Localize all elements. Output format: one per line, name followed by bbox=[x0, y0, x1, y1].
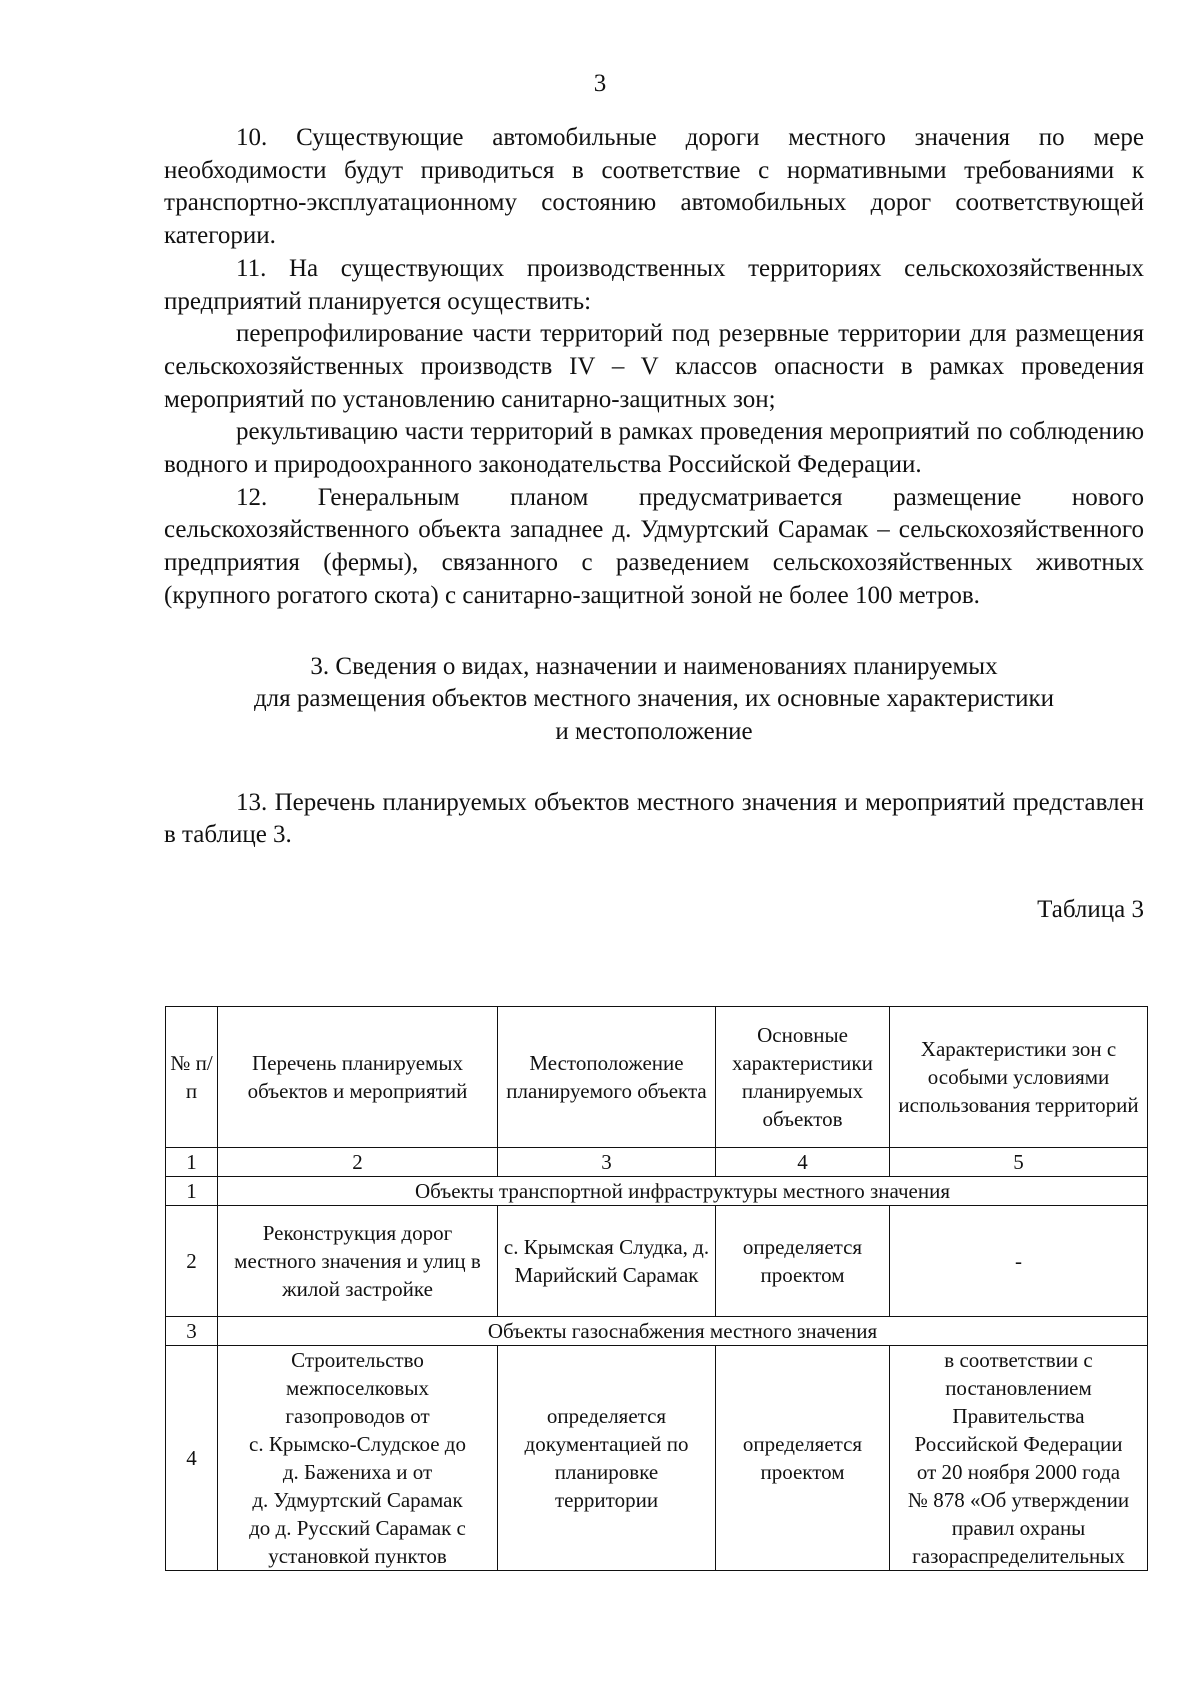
section-title-line: 3. Сведения о видах, назначении и наименованиях планируемых bbox=[310, 652, 998, 680]
table-section-row bbox=[166, 1317, 1148, 1346]
column-number: 5 bbox=[890, 1148, 1148, 1177]
table-section-row bbox=[166, 1177, 1148, 1206]
section-title-line: и местоположение bbox=[555, 717, 753, 745]
paragraph-12: 12. Генеральным планом предусматривается размещение нового сельскохозяйственного объекта западнее д. Удмуртский Сарамак – сельскохозяйственного предприятия (фермы), связанного с разведением сельскохозяйственных животных (крупного рогатого скота) с санитарно-защитной зоной не более 100 метров. bbox=[164, 483, 1144, 609]
header-characteristics: Основные характеристики планируемых объектов bbox=[716, 1007, 890, 1148]
row-object: Реконструкция дорог местного значения и улиц в жилой застройке bbox=[218, 1206, 498, 1317]
row-number: 3 bbox=[166, 1317, 218, 1346]
table-row bbox=[166, 1206, 1148, 1317]
column-number: 4 bbox=[716, 1148, 890, 1177]
row-location: определяется документацией по планировке территории bbox=[498, 1346, 716, 1571]
section-heading-gas: Объекты газоснабжения местного значения bbox=[218, 1317, 1148, 1346]
paragraph-11-head: 11. На существующих производственных территориях сельскохозяйственных предприятий планируется осуществить: bbox=[164, 254, 1144, 315]
header-location: Местоположение планируемого объекта bbox=[498, 1007, 716, 1148]
page-number: 3 bbox=[593, 70, 607, 97]
header-zones: Характеристики зон с особыми условиями использования территорий bbox=[890, 1007, 1148, 1148]
object-line: до д. Русский Сарамак с bbox=[249, 1516, 466, 1540]
table-column-numbers-row bbox=[166, 1148, 1148, 1177]
section-heading-transport: Объекты транспортной инфраструктуры местного значения bbox=[218, 1177, 1148, 1206]
row-number: 4 bbox=[166, 1346, 218, 1571]
object-line: с. Крымско-Слудское до bbox=[249, 1432, 466, 1456]
zones-line: Правительства bbox=[952, 1404, 1085, 1428]
table-caption: Таблица 3 bbox=[1037, 896, 1144, 924]
row-characteristics: определяется проектом bbox=[716, 1206, 890, 1317]
column-number: 2 bbox=[218, 1148, 498, 1177]
section-title-line: для размещения объектов местного значения, их основные характеристики bbox=[253, 685, 1055, 713]
table-header-row bbox=[166, 1007, 1148, 1148]
row-location: с. Крымская Слудка, д. Марийский Сарамак bbox=[498, 1206, 716, 1317]
row-zones: - bbox=[890, 1206, 1148, 1317]
paragraph-13: 13. Перечень планируемых объектов местного значения и мероприятий представлен в таблице 3. bbox=[164, 788, 1144, 849]
paragraph-11-item-2: рекультивацию части территорий в рамках проведения мероприятий по соблюдению водного и природоохранного законодательства Российской Федерации. bbox=[164, 418, 1144, 479]
header-number: № п/п bbox=[166, 1007, 218, 1148]
object-line: межпоселковых bbox=[286, 1376, 429, 1400]
row-number: 1 bbox=[166, 1177, 218, 1206]
row-characteristics: определяется проектом bbox=[716, 1346, 890, 1571]
object-line: газопроводов от bbox=[285, 1404, 430, 1428]
paragraph-10: 10. Существующие автомобильные дороги местного значения по мере необходимости будут приводиться в соответствие с нормативными требованиями к транспортно-эксплуатационному состоянию автомобильных дорог соответствующей категории. bbox=[164, 124, 1144, 250]
zones-line: в соответствии с bbox=[944, 1348, 1093, 1372]
zones-line: от 20 ноября 2000 года bbox=[916, 1460, 1121, 1484]
header-objects: Перечень планируемых объектов и мероприятий bbox=[218, 1007, 498, 1148]
section-title bbox=[164, 651, 1144, 749]
object-line: Строительство bbox=[291, 1348, 424, 1372]
object-line: установкой пунктов bbox=[268, 1544, 447, 1568]
document-body bbox=[164, 122, 1144, 927]
zones-line: № 878 «Об утверждении bbox=[907, 1488, 1130, 1512]
column-number: 1 bbox=[166, 1148, 218, 1177]
zones-line: Российской Федерации bbox=[914, 1432, 1123, 1456]
table-row bbox=[166, 1346, 1148, 1571]
zones-line: правил охраны bbox=[951, 1516, 1086, 1540]
column-number: 3 bbox=[498, 1148, 716, 1177]
row-object bbox=[218, 1346, 498, 1571]
object-line: д. Удмуртский Сарамак bbox=[252, 1488, 463, 1512]
row-number: 2 bbox=[166, 1206, 218, 1317]
paragraph-11-item-1: перепрофилирование части территорий под резервные территории для размещения сельскохозяйственных производств IV – V классов опасности в рамках проведения мероприятий по установлению санитарно-защитных зон; bbox=[164, 320, 1144, 413]
table-3 bbox=[165, 1006, 1148, 1571]
zones-line: газораспределительных bbox=[912, 1544, 1125, 1568]
object-line: д. Бажениха и от bbox=[282, 1460, 433, 1484]
zones-line: постановлением bbox=[945, 1376, 1092, 1400]
row-zones bbox=[890, 1346, 1148, 1571]
